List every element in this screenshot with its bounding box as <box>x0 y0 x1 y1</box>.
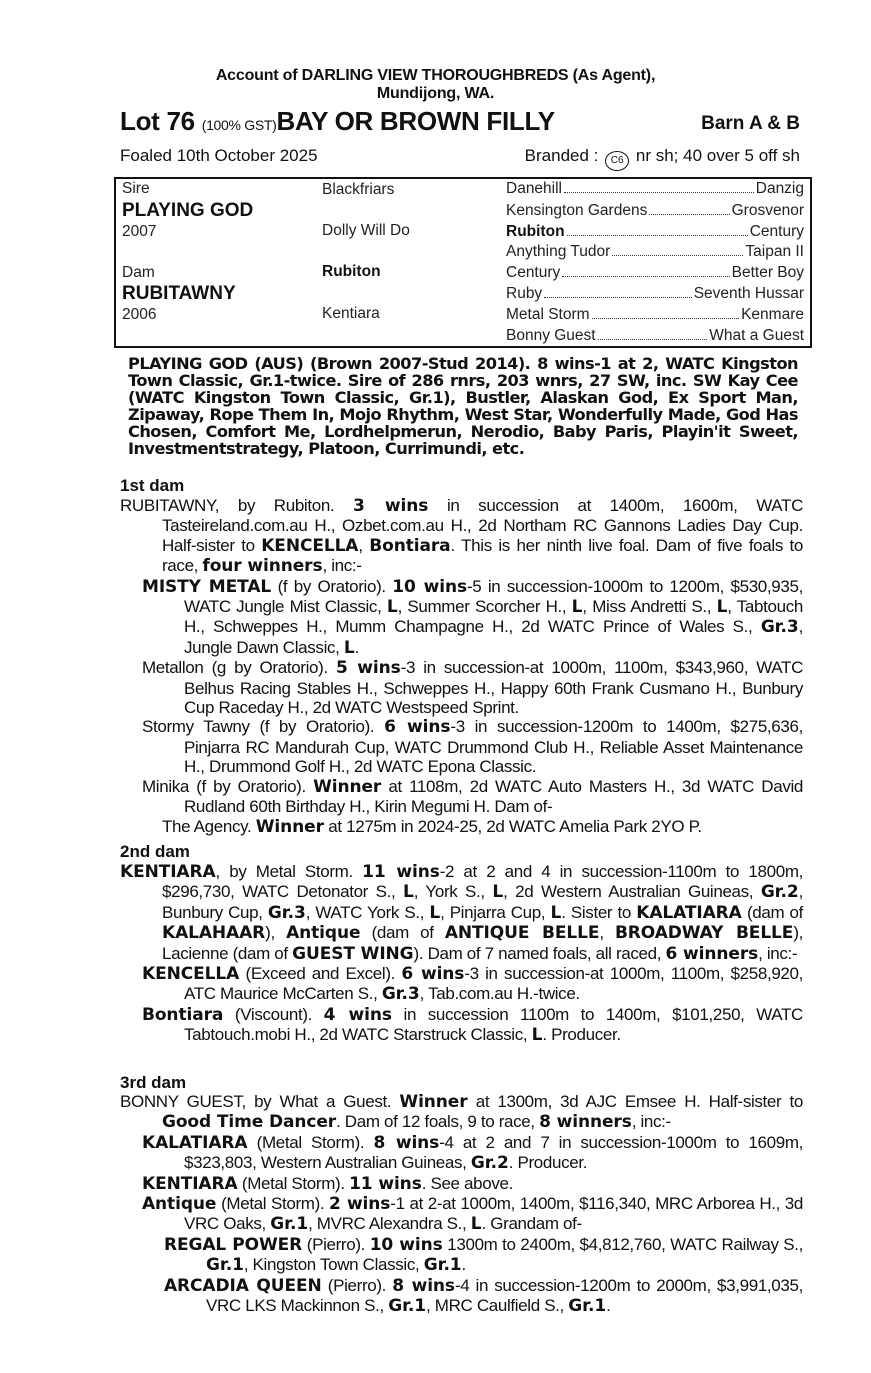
text-run: , York S., <box>413 882 493 902</box>
text-run: Metallon (g by Oratorio). <box>142 658 336 678</box>
bold-text: L <box>571 597 583 618</box>
text-run: , WATC York S., <box>305 902 430 922</box>
pedigree-paragraph <box>120 817 803 837</box>
text-run: (Metal Storm). <box>247 1132 374 1152</box>
gen3-row: Danehill Danzig <box>506 180 804 198</box>
text-run: in succession 1100m to 1400m, $101,250, WATC Tabtouch.mobi H., 2d WATC Starstruck Classic, <box>184 1004 803 1045</box>
bold-text: Winner <box>313 776 382 797</box>
text-run: , inc:- <box>631 1112 671 1132</box>
bold-text: L <box>386 597 398 618</box>
bold-text: 8 wins <box>392 1275 455 1296</box>
text-run: . Producer. <box>542 1025 621 1045</box>
bold-text: Gr.3 <box>760 617 799 638</box>
bold-text: L <box>550 902 562 923</box>
sire-name: PLAYING GOD <box>122 199 254 221</box>
pedigree-paragraph <box>120 1092 803 1133</box>
bold-text: 3 wins <box>353 496 429 516</box>
lot-title <box>120 106 555 137</box>
bold-text: KENTIARA <box>120 862 216 882</box>
bold-text: four winners <box>202 556 323 577</box>
bold-text: Good Time Dancer <box>162 1112 337 1133</box>
gst-note: (100% GST) <box>201 117 277 133</box>
bold-text: Gr.3 <box>381 984 420 1005</box>
text-run: (Pierro). <box>302 1234 370 1254</box>
text-run: . <box>606 1296 611 1316</box>
text-run: (Viscount). <box>223 1004 324 1024</box>
bold-text: Gr.1 <box>568 1296 607 1317</box>
pedigree-paragraph <box>120 658 803 717</box>
pedigree-paragraph <box>120 1235 803 1276</box>
text-run: -3 in succession-1200m to 1400m, $275,636, Pinjarra RC Mandurah Cup, WATC Drummond Club H., Reliable Asset Maintenance H., Drummond Golf H., 2d WATC Epona Classic. <box>184 717 803 777</box>
bold-text: 10 wins <box>392 576 467 597</box>
text-run: (Exceed and Excel). <box>239 964 402 984</box>
bold-text: Gr.1 <box>206 1255 244 1276</box>
bold-text: 5 wins <box>335 658 401 679</box>
bold-text: L <box>429 902 441 923</box>
gen3-row: Metal Storm Kenmare <box>506 306 804 324</box>
bold-text: KENCELLA <box>142 964 240 985</box>
pedigree-paragraph <box>120 862 803 964</box>
text-run: , Bunbury Cup, <box>162 882 804 922</box>
bold-text: L <box>470 1214 482 1235</box>
text-run: in succession at 1400m, 1600m, WATC Tasteireland.com.au H., Ozbet.com.au H., 2d Northam RC Gannons Ladies Day Cup. Half-sister to <box>162 496 803 555</box>
text-run: -4 at 2 and 7 in succession-1000m to 1609m, $323,803, Western Australian Guineas, <box>184 1132 803 1173</box>
sire-sire: Blackfriars <box>322 181 395 198</box>
bold-text: REGAL POWER <box>164 1234 303 1255</box>
lot-number: Lot 76 <box>120 106 195 136</box>
vendor-location-line: Mundijong, WA. <box>376 85 495 102</box>
bold-text: L <box>403 882 414 903</box>
text-run: -2 at 2 and 4 in succession-1100m to 1800m, $296,730, WATC Detonator S., <box>162 862 804 902</box>
bold-text: KALATIARA <box>142 1132 248 1153</box>
bold-text: ARCADIA QUEEN <box>164 1275 322 1296</box>
pedigree-paragraph <box>120 1194 803 1235</box>
bold-text: ANTIQUE BELLE <box>444 923 600 944</box>
bold-text: KENCELLA <box>261 535 359 556</box>
bold-text: Antique <box>142 1194 217 1215</box>
text-run: -4 in succession-1200m to 2000m, $3,991,035, VRC LKS Mackinnon S., <box>206 1275 803 1316</box>
bold-text: Bontiara <box>369 535 451 556</box>
text-run: . <box>354 637 359 657</box>
bold-text: 11 wins <box>362 862 440 882</box>
text-run: -3 in succession-at 1000m, 1100m, $258,920, ATC Maurice McCarten S., <box>184 964 804 1004</box>
text-run: , MVRC Alexandra S., <box>308 1214 471 1234</box>
text-run: (Metal Storm). <box>237 1173 350 1193</box>
bold-text: 2 wins <box>329 1194 391 1215</box>
bold-text: 6 wins <box>401 964 465 985</box>
text-run: RUBITAWNY, by Rubiton. <box>120 496 354 515</box>
dam-year: 2006 <box>122 306 157 324</box>
text-run: , by Metal Storm. <box>215 862 363 881</box>
bold-text: 6 winners <box>665 943 759 964</box>
text-run: . This is her ninth live foal. Dam of five foals to race, <box>162 535 803 576</box>
bold-text: 8 wins <box>373 1132 440 1153</box>
sire-label: Sire <box>122 180 150 198</box>
first-dam-heading: 1st dam <box>120 476 185 495</box>
text-run: . Dam of 12 foals, 9 to race, <box>336 1112 540 1132</box>
bold-text: Gr.1 <box>270 1214 309 1235</box>
text-run: 1300m to 2400m, $4,812,760, WATC Railway S., <box>442 1234 804 1254</box>
text-run: , MRC Caulfield S., <box>426 1296 569 1316</box>
horse-title: BAY OR BROWN FILLY <box>276 106 555 136</box>
gen3-row: Rubiton Century <box>506 222 804 240</box>
bold-text: 11 wins <box>349 1173 422 1194</box>
pedigree-paragraph <box>120 1133 803 1174</box>
branded-label: Branded : <box>524 146 599 165</box>
text-run: (Metal Storm). <box>216 1194 330 1214</box>
bold-text: Gr.2 <box>760 882 799 903</box>
text-run: , Miss Andretti S., <box>582 597 717 617</box>
gen3-row: Kensington Gardens Grosvenor <box>506 201 804 219</box>
bold-text: KALAHAAR <box>162 923 266 944</box>
text-run: at 1275m in 2024-25, 2d WATC Amelia Park 2YO P. <box>323 816 702 836</box>
pedigree-table <box>114 177 812 348</box>
text-run: BONNY GUEST, by What a Guest. <box>120 1092 400 1111</box>
dam-label: Dam <box>122 263 155 281</box>
bold-text: L <box>343 637 355 658</box>
bold-text: Gr.2 <box>470 1153 509 1174</box>
text-run: at 1300m, 3d AJC Emsee H. Half-sister to <box>467 1092 804 1111</box>
bold-text: 6 wins <box>384 717 451 738</box>
text-run: . <box>461 1255 466 1275</box>
text-run: , <box>599 923 615 943</box>
text-run: . See above. <box>421 1173 513 1193</box>
text-run: ). Dam of 7 named foals, all raced, <box>413 943 666 963</box>
text-run: ), Lacienne (dam of <box>162 923 803 963</box>
text-run: , Tab.com.au H.-twice. <box>419 984 580 1004</box>
dam-name: RUBITAWNY <box>122 283 236 304</box>
text-run: , inc:- <box>758 943 798 963</box>
text-run: , Jungle Dawn Classic, <box>184 617 803 657</box>
third-dam-body <box>120 1092 803 1316</box>
bold-text: 8 winners <box>539 1112 632 1133</box>
text-run: -3 in succession-at 1000m, 1100m, $343,960, WATC Belhus Racing Stables H., Schweppes H., Happy 60th Frank Cusmano H., Bunbury Cup Raceday H., 2d WATC Westspeed Sprint. <box>184 658 803 718</box>
bold-text: KALATIARA <box>636 902 742 923</box>
text-run: , Summer Scorcher H., <box>397 597 572 617</box>
text-run: , 2d Western Australian Guineas, <box>503 882 761 902</box>
text-run: -5 in succession-1000m to 1200m, $530,935, WATC Jungle Mist Classic, <box>184 576 803 617</box>
pedigree-paragraph <box>120 1005 803 1046</box>
bold-text: L <box>716 597 728 618</box>
text-run: , Tabtouch H., Schweppes H., Mumm Champagne H., 2d WATC Prince of Wales S., <box>184 597 803 637</box>
text-run: , <box>358 535 370 555</box>
pedigree-paragraph <box>120 577 803 659</box>
second-dam-heading: 2nd dam <box>120 842 190 861</box>
bold-text: Gr.1 <box>423 1255 462 1276</box>
text-run: . Sister to <box>561 902 637 922</box>
text-run: , Kingston Town Classic, <box>243 1255 424 1275</box>
pedigree-paragraph <box>120 777 803 817</box>
pedigree-paragraph <box>120 717 803 776</box>
text-run: The Agency. <box>162 816 256 836</box>
first-dam-body <box>120 496 803 837</box>
bold-text: Antique <box>286 923 361 944</box>
bold-text: GUEST WING <box>292 943 414 964</box>
bold-text: Winner <box>399 1092 468 1112</box>
text-run: (dam of <box>360 923 445 943</box>
bold-text: L <box>492 882 504 903</box>
pedigree-paragraph <box>120 964 803 1005</box>
text-run: ), <box>265 923 287 943</box>
bold-text: Gr.1 <box>388 1296 427 1317</box>
text-run: Stormy Tawny (f by Oratorio). <box>142 717 385 737</box>
gen3-row: Anything Tudor Taipan II <box>506 243 804 261</box>
text-run: (dam of <box>741 902 804 922</box>
bold-text: MISTY METAL <box>142 576 272 597</box>
bold-text: L <box>531 1025 543 1046</box>
bold-text: 10 wins <box>369 1234 443 1255</box>
text-run: Minika (f by Oratorio). <box>142 776 314 796</box>
text-run: . Producer. <box>508 1153 588 1173</box>
brand-info <box>525 146 800 171</box>
sire-year: 2007 <box>122 222 157 240</box>
barn-location: Barn A & B <box>701 113 800 134</box>
dam-sire: Rubiton <box>322 262 381 280</box>
pedigree-paragraph <box>120 1174 803 1194</box>
third-dam-heading: 3rd dam <box>120 1073 187 1092</box>
gen3-row: Bonny Guest What a Guest <box>506 326 804 344</box>
text-run: , inc:- <box>322 556 362 576</box>
sire-dam: Dolly Will Do <box>322 221 410 239</box>
gen3-row: Ruby Seventh Hussar <box>506 285 804 302</box>
pedigree-paragraph <box>120 496 803 577</box>
pedigree-paragraph <box>120 1276 803 1317</box>
dam-dam: Kentiara <box>322 305 380 322</box>
sire-summary: PLAYING GOD (AUS) (Brown 2007-Stud 2014). 8 wins-1 at 2, WATC Kingston Town Classic, Gr.1-twice. Sire of 286 rnrs, 203 wnrs, 27 SW, inc. SW Kay Cee (WATC Kingston Town Classic, Gr.1), Bustler, Alaskan God, Ex Sport Man, Zipaway, Rope Them In, Mojo Rhythm, West Star, Wonderfully Made, God Has Chosen, Comfort Me, Lordhelpmerun, Nerodio, Baby Paris, Playin'it Sweet, Investmentstrategy, Platoon, Currimundi, etc. <box>128 354 798 458</box>
bold-text: Gr.3 <box>267 902 306 923</box>
text-run: -1 at 2-at 1000m, 1400m, $116,340, MRC Arborea H., 3d VRC Oaks, <box>184 1194 803 1234</box>
gen3-row: Century Better Boy <box>506 263 804 281</box>
text-run: (Pierro). <box>321 1275 393 1295</box>
bold-text: Winner <box>255 816 324 837</box>
text-run: (f by Oratorio). <box>271 576 393 596</box>
bold-text: BROADWAY BELLE <box>614 923 794 944</box>
bold-text: 4 wins <box>323 1004 392 1025</box>
text-run: at 1108m, 2d WATC Auto Masters H., 3d WATC David Rudland 60th Birthday H., Kirin Megumi H. Dam of- <box>184 776 804 817</box>
brand-mark-icon: C6 <box>605 151 629 171</box>
text-run: , Pinjarra Cup, <box>440 902 551 922</box>
bold-text: KENTIARA <box>142 1173 238 1194</box>
second-dam-body <box>120 862 803 1046</box>
text-run: . Grandam of- <box>481 1214 582 1234</box>
bold-text: Bontiara <box>142 1004 224 1025</box>
vendor-account-line: Account of DARLING VIEW THOROUGHBREDS (As Agent), <box>215 67 656 84</box>
foaled-date: Foaled 10th October 2025 <box>120 146 318 165</box>
brand-description: nr sh; 40 over 5 off sh <box>635 146 800 165</box>
